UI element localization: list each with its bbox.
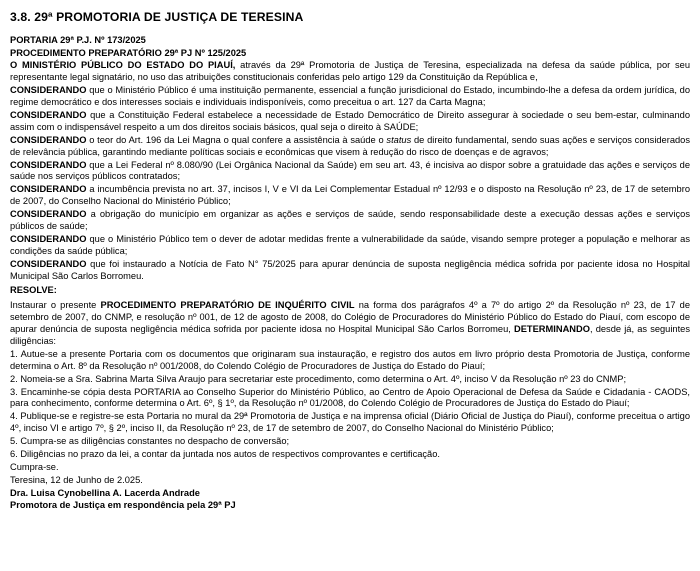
preamble-paragraph — [10, 60, 690, 84]
instauracao-text-2: na forma dos parágrafos 4º a 7º do artigo 2º da Resolução nº 23, de 17 de setembro de 2007, do CNMP, e resolução nº 001, de 12 de agosto de 2008, do Colégio de Procuradores do Ministério Público do Estado do Piauí, com escopo de apurar denúncia de suposta negligência médica sofrida por paciente idosa no Hospital Municipal São Carlos Borromeu, — [10, 300, 691, 335]
diligencia-4: 4. Publique-se e registre-se esta Portaria no mural da 29ª Promotoria de Justiça e na imprensa oficial (Diário Oficial de Justiça do Piauí), conforme preceitua o artigo 4º, inciso VI e artigo 7º, § 2º, inciso II, da Resolução nº 23, de 17 de setembro de 2007, do Conselho Nacional do Ministério Público; — [10, 411, 690, 434]
considerando-text: a obrigação do município em organizar as ações e serviços de saúde, sendo responsabilidade deste a execução dessas ações e serviços públicos de saúde; — [10, 209, 690, 231]
procedimento-number: PROCEDIMENTO PREPARATÓRIO 29ª PJ Nº 125/2025 — [10, 47, 247, 58]
diligencia-5: 5. Cumpra-se as diligências constantes no despacho de conversão; — [10, 436, 290, 447]
considerando-4 — [10, 160, 690, 184]
considerando-label: CONSIDERANDO — [10, 233, 87, 244]
considerando-2 — [10, 110, 690, 134]
considerando-7 — [10, 234, 690, 258]
signatory-name: Dra. Luisa Cynobellina A. Lacerda Andrade — [10, 487, 200, 498]
cumpra-se: Cumpra-se. — [10, 461, 59, 472]
diligencia-2: 2. Nomeia-se a Sra. Sabrina Marta Silva Araujo para secretariar este procedimento, como determina o Art. 4º, inciso V da Resolução nº 23 do CNMP; — [10, 373, 627, 384]
considerando-label: CONSIDERANDO — [10, 109, 87, 120]
diligencia-3: 3. Encaminhe-se cópia desta PORTARIA ao Conselho Superior do Ministério Público, ao Centro de Apoio Operacional de Defesa da Saúde e Cidadania - CAODS, para conhecimento, conforme determina o Art. 6º, § 1º, da Resolução nº 01/2008, do Colendo Colégio de Procuradores de Justiça do Estado do Piauí; — [10, 386, 690, 409]
portaria-number: PORTARIA 29ª P.J. Nº 173/2025 — [10, 34, 146, 45]
considerando-text: que o Ministério Público é uma instituição permanente, essencial a função jurisdicional do Estado, incumbindo-lhe a defesa da ordem jurídica, do regime democrático e dos interesses sociais e individuais indisponíveis, como preceitua o art. 127 da Carta Magna; — [10, 85, 690, 108]
resolve-heading: RESOLVE: — [10, 285, 57, 296]
considerando-text: que foi instaurado a Notícia de Fato N° 75/2025 para apurar denúncia de suposta negligência médica sofrida por paciente idosa no Hospital Municipal São Carlos Borromeu. — [10, 258, 690, 281]
instauracao-text-3: , desde já, as seguintes diligências: — [10, 324, 690, 346]
considerando-italic: status — [386, 134, 412, 145]
preamble-label: O MINISTÉRIO PÚBLICO DO ESTADO DO PIAUÍ, — [10, 60, 236, 71]
considerando-text: que a Constituição Federal estabelece a necessidade de Estado Democrático de Direito assegurar à sociedade o seu bem-estar, culminando assim com o indispensável respeito a um dos direitos sociais básicos, qual seja o direito à SAÚDE; — [10, 109, 690, 132]
considerando-label: CONSIDERANDO — [10, 134, 87, 145]
signatory-role: Promotora de Justiça em respondência pela 29ª PJ — [10, 499, 236, 510]
instauracao-paragraph — [10, 300, 690, 348]
considerando-text-cont: de direito fundamental, sendo suas ações e serviços considerados de relevância pública, garantindo mediante políticas sociais e econômicas que visem à redução do risco de doenças e de agravos; — [10, 134, 690, 157]
considerando-text: a incumbência prevista no art. 37, incisos I, V e VI da Lei Complementar Estadual nº 12/93 e o disposto na Resolução nº 23, de 17 de setembro de 2007, do Conselho Nacional do Ministério Público; — [10, 184, 690, 207]
instauracao-text-1: Instaurar o presente — [10, 300, 101, 311]
considerando-5 — [10, 184, 690, 208]
considerando-6 — [10, 209, 690, 233]
considerando-text: que a Lei Federal nº 8.080/90 (Lei Orgânica Nacional da Saúde) em seu art. 43, é incisiva ao dispor sobre a gratuidade das ações e serviços de saúde nos serviços públicos contratados; — [10, 159, 690, 182]
local-e-data: Teresina, 12 de Junho de 2.025. — [10, 474, 143, 485]
considerando-label: CONSIDERANDO — [10, 184, 87, 195]
considerando-label: CONSIDERANDO — [10, 159, 87, 170]
page-title: 3.8. 29ª PROMOTORIA DE JUSTIÇA DE TERESINA — [10, 10, 304, 24]
considerando-text: o teor do Art. 196 da Lei Magna o qual confere a assistência à saúde o — [86, 134, 387, 145]
instauracao-bold-2: DETERMINANDO — [514, 324, 590, 335]
preamble-text: através da 29ª Promotoria de Justiça de Teresina, especializada na defesa da saúde pública, por seu representante legal signatário, no uso das atribuições constitucionais conferidas pelo artigo 129 da Constituição da República e, — [10, 60, 691, 83]
considerando-label: CONSIDERANDO — [10, 85, 87, 96]
considerando-3 — [10, 135, 690, 159]
considerando-label: CONSIDERANDO — [10, 209, 87, 220]
considerando-text: que o Ministério Público tem o dever de adotar medidas frente a vulnerabilidade da saúde, visando sempre proteger a população e melhorar as condições da saúde pública; — [10, 233, 690, 256]
considerando-1 — [10, 85, 690, 109]
considerando-label: CONSIDERANDO — [10, 258, 87, 269]
diligencia-1: 1. Autue-se a presente Portaria com os documentos que originaram sua instauração, e registro dos autos em livro próprio desta Promotoria de Justiça, conforme determina o Art. 8º da Resolução nº 001/2008, do Colendo Colégio de Procuradores de Justiça do Estado do Piauí; — [10, 348, 690, 371]
considerando-8 — [10, 259, 690, 283]
instauracao-bold-1: PROCEDIMENTO PREPARATÓRIO DE INQUÉRITO CIVIL — [100, 300, 355, 311]
diligencia-6: 6. Diligências no prazo da lei, a contar da juntada nos autos de respectivos comprovantes e certificação. — [10, 449, 440, 459]
